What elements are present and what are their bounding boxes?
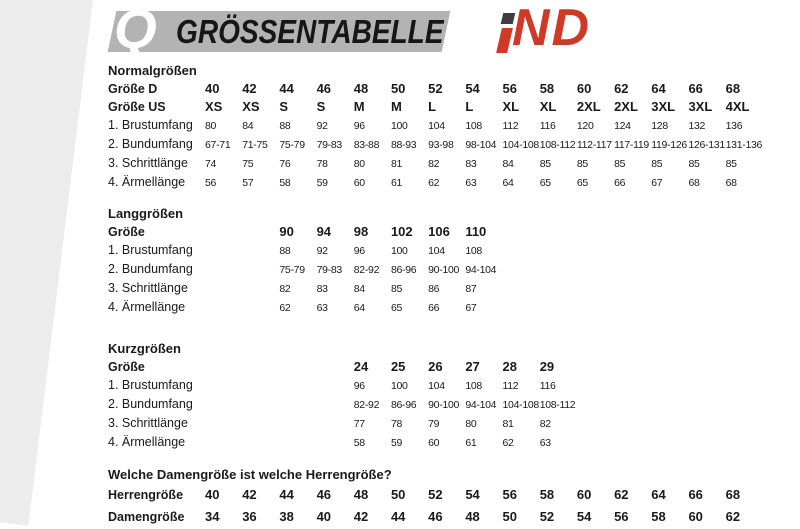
cell-value: 100 <box>390 120 408 132</box>
cell-value: 86-96 <box>390 399 417 411</box>
cell-value: 63 <box>539 437 551 449</box>
cell-value: 85 <box>614 158 626 170</box>
cell-value: 85 <box>539 158 551 170</box>
cell-value: 110 <box>465 224 487 239</box>
cell-value: 52 <box>428 487 443 502</box>
table-row <box>108 484 788 506</box>
table-row <box>108 223 788 241</box>
cell-value: 85 <box>725 158 737 170</box>
cell-value: 124 <box>614 120 631 132</box>
cell-value: 81 <box>390 158 403 170</box>
cell-value: 64 <box>502 177 514 189</box>
cell-value: 54 <box>465 487 480 502</box>
cell-value: 80 <box>353 158 365 170</box>
cell-value: 58 <box>353 437 365 449</box>
cell-value: S <box>279 99 289 114</box>
row-label: 2. Bundumfang <box>108 397 193 411</box>
cell-value: 59 <box>390 437 403 449</box>
row-label: 1. Brustumfang <box>108 378 193 392</box>
cell-value: XL <box>539 99 557 114</box>
cell-value: 62 <box>614 487 629 502</box>
cell-value: 56 <box>614 509 629 524</box>
cell-value: 50 <box>390 487 406 502</box>
cell-value: 82-92 <box>353 399 380 411</box>
tables <box>108 62 788 528</box>
table-row <box>108 279 788 298</box>
cell-value: 58 <box>651 509 666 524</box>
cell-value: 94-104 <box>465 264 497 276</box>
cell-value: 104 <box>428 245 445 257</box>
cell-value: 59 <box>316 177 328 189</box>
cell-value: 42 <box>353 509 369 524</box>
cell-value: 108 <box>465 120 482 132</box>
cell-value: 60 <box>576 81 592 96</box>
cell-value: 79-83 <box>316 264 342 276</box>
cell-value: 82 <box>539 418 551 430</box>
table-row <box>108 173 788 192</box>
cell-value: 90-100 <box>428 264 460 276</box>
cell-value: 108-112 <box>539 139 576 151</box>
cell-value: 100 <box>390 245 408 257</box>
cell-value: M <box>353 99 365 114</box>
cell-value: 67 <box>651 177 663 189</box>
table-row <box>108 358 788 376</box>
q-logo: Q <box>114 0 157 60</box>
page-header <box>0 0 800 60</box>
cell-value: 28 <box>502 359 517 374</box>
cell-value: 85 <box>390 283 403 295</box>
cell-value: L <box>428 99 437 114</box>
cell-value: 63 <box>316 302 328 314</box>
cell-value: 25 <box>390 359 406 374</box>
cell-value: 58 <box>539 81 555 96</box>
cell-value: 93-98 <box>428 139 454 151</box>
cell-value: 136 <box>725 120 743 132</box>
cell-value: 68 <box>688 177 700 189</box>
cell-value: 44 <box>390 509 406 524</box>
cell-value: 83 <box>316 283 328 295</box>
cell-value: 58 <box>279 177 291 189</box>
cell-value: 100 <box>390 380 408 392</box>
row-label: 4. Ärmellänge <box>108 175 186 189</box>
cell-value: 48 <box>353 81 369 96</box>
cell-value: 128 <box>651 120 668 132</box>
cell-value: 24 <box>353 359 369 374</box>
cell-value: 27 <box>465 359 480 374</box>
cell-value: 36 <box>242 509 257 524</box>
row-label: Größe <box>108 360 145 374</box>
cell-value: 81 <box>502 418 514 430</box>
cell-value: 132 <box>688 120 706 132</box>
table-section <box>108 340 788 452</box>
cell-value: 58 <box>539 487 555 502</box>
section-title: Welche Damengröße ist welche Herrengröße? <box>108 467 392 482</box>
cell-value: 62 <box>502 437 514 449</box>
cell-value: 80 <box>205 120 217 132</box>
cell-value: 64 <box>651 487 666 502</box>
cell-value: 26 <box>428 359 443 374</box>
table-row <box>108 241 788 260</box>
cell-value: 57 <box>242 177 254 189</box>
cell-value: 40 <box>316 509 332 524</box>
row-label: Damengröße <box>108 510 185 524</box>
cell-value: 46 <box>316 487 332 502</box>
table-row <box>108 506 788 528</box>
cell-value: 46 <box>316 81 332 96</box>
table-row <box>108 298 788 317</box>
row-label: 2. Bundumfang <box>108 262 193 276</box>
cell-value: 108-112 <box>539 399 576 411</box>
cell-value: 120 <box>576 120 594 132</box>
cell-value: 104-108 <box>502 139 539 151</box>
cell-value: 62 <box>614 81 629 96</box>
cell-value: S <box>316 99 326 114</box>
brand-i-stem-icon <box>496 28 513 53</box>
cell-value: 3XL <box>688 99 713 114</box>
cell-value: 85 <box>688 158 700 170</box>
section-title: Normalgrößen <box>108 63 197 78</box>
table-row <box>108 414 788 433</box>
cell-value: 87 <box>465 283 477 295</box>
cell-value: 92 <box>316 245 328 257</box>
cell-value: 42 <box>242 81 257 96</box>
cell-value: 71-75 <box>242 139 268 151</box>
cell-value: 112-117 <box>576 139 612 151</box>
cell-value: 62 <box>279 302 291 314</box>
cell-value: 40 <box>205 487 220 502</box>
brand-logo <box>488 2 628 58</box>
row-label: Herrengröße <box>108 488 184 502</box>
cell-value: 50 <box>390 81 406 96</box>
cell-value: L <box>465 99 474 114</box>
table-section <box>108 466 788 528</box>
cell-value: 40 <box>205 81 220 96</box>
cell-value: 65 <box>539 177 551 189</box>
cell-value: 66 <box>614 177 626 189</box>
cell-value: XS <box>242 99 260 114</box>
table-section <box>108 205 788 317</box>
row-label: Größe US <box>108 100 166 114</box>
cell-value: 82 <box>279 283 291 295</box>
cell-value: 85 <box>651 158 663 170</box>
table-row <box>108 154 788 173</box>
cell-value: XL <box>502 99 520 114</box>
cell-value: 64 <box>353 302 365 314</box>
cell-value: 102 <box>390 224 413 239</box>
cell-value: 64 <box>651 81 666 96</box>
cell-value: 86 <box>428 283 440 295</box>
cell-value: 68 <box>725 81 741 96</box>
cell-value: 60 <box>688 509 703 524</box>
cell-value: 75-79 <box>279 264 305 276</box>
cell-value: 112 <box>502 380 519 392</box>
cell-value: 88 <box>279 245 291 257</box>
cell-value: 96 <box>353 120 365 132</box>
cell-value: 50 <box>502 509 517 524</box>
page-title: GRÖSSENTABELLE <box>176 13 444 50</box>
cell-value: 92 <box>316 120 328 132</box>
cell-value: 119-126 <box>651 139 687 151</box>
cell-value: 75 <box>242 158 254 170</box>
cell-value: 75-79 <box>279 139 305 151</box>
cell-value: 54 <box>576 509 592 524</box>
cell-value: 62 <box>428 177 440 189</box>
cell-value: 62 <box>725 509 741 524</box>
cell-value: 44 <box>279 487 294 502</box>
table-section <box>108 62 788 192</box>
cell-value: 60 <box>576 487 592 502</box>
cell-value: 83 <box>465 158 477 170</box>
cell-value: 90 <box>279 224 294 239</box>
cell-value: 117-119 <box>614 139 649 151</box>
cell-value: 82-92 <box>353 264 380 276</box>
cell-value: 80 <box>465 418 477 430</box>
cell-value: 94 <box>316 224 332 239</box>
cell-value: 67 <box>465 302 477 314</box>
cell-value: 96 <box>353 380 365 392</box>
cell-value: 44 <box>279 81 294 96</box>
cell-value: 68 <box>725 487 741 502</box>
cell-value: 60 <box>428 437 440 449</box>
row-label: 3. Schrittlänge <box>108 156 188 170</box>
cell-value: 66 <box>428 302 440 314</box>
cell-value: 61 <box>465 437 477 449</box>
cell-value: 88 <box>279 120 291 132</box>
cell-value: 67-71 <box>205 139 231 151</box>
cell-value: 84 <box>242 120 254 132</box>
cell-value: 34 <box>205 509 220 524</box>
cell-value: 4XL <box>725 99 750 114</box>
cell-value: 52 <box>428 81 443 96</box>
cell-value: 108 <box>465 380 482 392</box>
cell-value: 85 <box>576 158 588 170</box>
cell-value: 48 <box>465 509 480 524</box>
cell-value: 48 <box>353 487 369 502</box>
table-row <box>108 116 788 135</box>
cell-value: 94-104 <box>465 399 497 411</box>
cell-value: 83-88 <box>353 139 380 151</box>
cell-value: 66 <box>688 81 703 96</box>
cell-value: 38 <box>279 509 294 524</box>
cell-value: 98 <box>353 224 369 239</box>
cell-value: 96 <box>353 245 365 257</box>
cell-value: 60 <box>353 177 365 189</box>
cell-value: 56 <box>502 81 517 96</box>
cell-value: 54 <box>465 81 480 96</box>
cell-value: 79 <box>428 418 440 430</box>
diagonal-background-band <box>0 0 103 526</box>
table-row <box>108 80 788 98</box>
cell-value: 29 <box>539 359 555 374</box>
row-label: 3. Schrittlänge <box>108 416 188 430</box>
table-row <box>108 260 788 279</box>
cell-value: 98-104 <box>465 139 497 151</box>
cell-value: 46 <box>428 509 443 524</box>
row-label: 4. Ärmellänge <box>108 300 186 314</box>
cell-value: XS <box>205 99 223 114</box>
table-row <box>108 395 788 414</box>
cell-value: 52 <box>539 509 555 524</box>
brand-letters: ND <box>512 0 592 57</box>
cell-value: 79-83 <box>316 139 342 151</box>
cell-value: 3XL <box>651 99 676 114</box>
cell-value: 106 <box>428 224 450 239</box>
cell-value: 84 <box>502 158 514 170</box>
cell-value: 76 <box>279 158 291 170</box>
cell-value: 104 <box>428 120 445 132</box>
cell-value: 56 <box>205 177 217 189</box>
cell-value: 65 <box>576 177 588 189</box>
cell-value: 65 <box>390 302 403 314</box>
section-title: Kurzgrößen <box>108 341 181 356</box>
row-label: 4. Ärmellänge <box>108 435 186 449</box>
cell-value: M <box>390 99 402 114</box>
cell-value: 42 <box>242 487 257 502</box>
cell-value: 90-100 <box>428 399 460 411</box>
cell-value: 112 <box>502 120 519 132</box>
cell-value: 2XL <box>614 99 638 114</box>
table-row <box>108 98 788 116</box>
row-label: 3. Schrittlänge <box>108 281 188 295</box>
cell-value: 63 <box>465 177 477 189</box>
section-title: Langgrößen <box>108 206 184 221</box>
cell-value: 104 <box>428 380 445 392</box>
cell-value: 116 <box>539 120 556 132</box>
table-row <box>108 135 788 154</box>
cell-value: 2XL <box>576 99 601 114</box>
cell-value: 108 <box>465 245 482 257</box>
cell-value: 56 <box>502 487 517 502</box>
cell-value: 68 <box>725 177 737 189</box>
table-row <box>108 433 788 452</box>
cell-value: 77 <box>353 418 365 430</box>
cell-value: 104-108 <box>502 399 539 411</box>
row-label: Größe <box>108 225 145 239</box>
cell-value: 78 <box>390 418 403 430</box>
table-row <box>108 376 788 395</box>
row-label: 2. Bundumfang <box>108 137 193 151</box>
cell-value: 84 <box>353 283 365 295</box>
cell-value: 86-96 <box>390 264 417 276</box>
cell-value: 66 <box>688 487 703 502</box>
cell-value: 126-131 <box>688 139 725 151</box>
row-label: 1. Brustumfang <box>108 243 193 257</box>
cell-value: 88-93 <box>390 139 417 151</box>
cell-value: 116 <box>539 380 556 392</box>
cell-value: 61 <box>390 177 403 189</box>
row-label: Größe D <box>108 82 158 96</box>
cell-value: 82 <box>428 158 440 170</box>
row-label: 1. Brustumfang <box>108 118 193 132</box>
cell-value: 131-136 <box>725 139 763 151</box>
cell-value: 74 <box>205 158 217 170</box>
cell-value: 78 <box>316 158 328 170</box>
